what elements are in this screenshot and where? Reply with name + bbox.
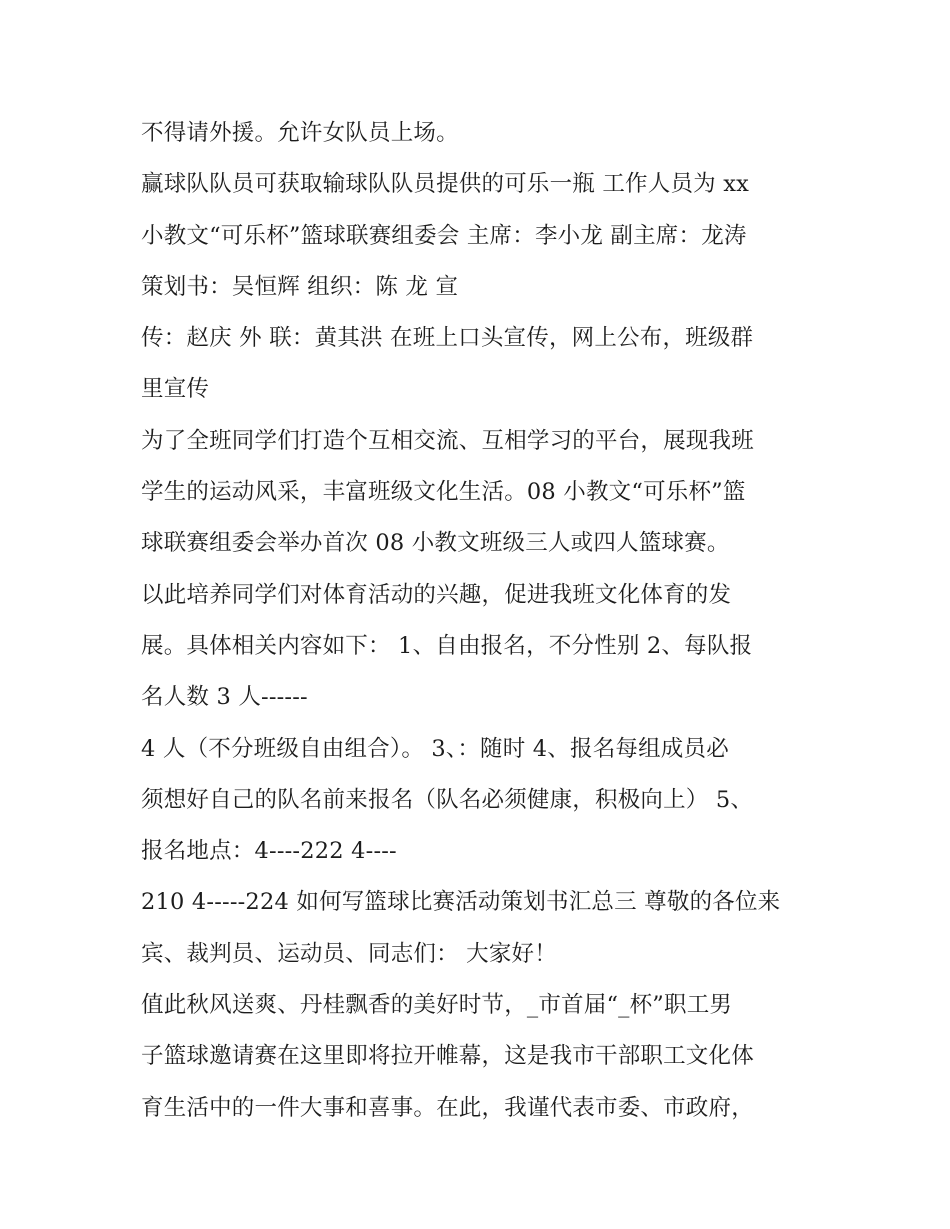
document-body [141, 108, 821, 1134]
text-line: 宾、裁判员、运动员、同志们： 大家好！ [141, 940, 557, 967]
text-line: 4 人（不分班级自由组合）。 3、：随时 4、报名每组成员必 [141, 735, 729, 762]
text-line: 值此秋风送爽、丹桂飘香的美好时节，_市首届“_杯”职工男 [141, 992, 733, 1019]
text-line: 为了全班同学们打造个互相交流、互相学习的平台，展现我班 [141, 427, 754, 454]
text-line: 210 4-----224 如何写篮球比赛活动策划书汇总三 尊敬的各位来 [141, 889, 781, 916]
text-line: 不得请外援。允许女队员上场。 [141, 120, 459, 146]
text-line: 报名地点：4----222 4---- [141, 838, 397, 865]
text-line: 传：赵庆 外 联：黄其洪 在班上口头宣传，网上公布，班级群 [141, 325, 754, 352]
text-line: 子篮球邀请赛在这里即将拉开帷幕，这是我市干部职工文化体 [141, 1043, 754, 1070]
text-line: 小教文“可乐杯”篮球联赛组委会 主席：李小龙 副主席：龙涛 [141, 222, 747, 249]
text-line: 展。具体相关内容如下： 1、自由报名，不分性别 2、每队报 [141, 632, 753, 659]
text-line: 赢球队队员可获取输球队队员提供的可乐一瓶 工作人员为 xx [141, 171, 749, 198]
text-line: 策划书：吴恒辉 组织：陈 龙 宣 [141, 273, 459, 300]
text-line: 球联赛组委会举办首次 08 小教文班级三人或四人篮球赛。 [141, 530, 730, 557]
text-line: 须想好自己的队名前来报名（队名必须健康，积极向上） 5、 [141, 786, 754, 813]
text-line: 以此培养同学们对体育活动的兴趣，促进我班文化体育的发 [141, 581, 732, 608]
text-line: 学生的运动风采，丰富班级文化生活。08 小教文“可乐杯”篮 [141, 479, 746, 506]
text-line: 里宣传 [141, 376, 210, 403]
text-line: 育生活中的一件大事和喜事。在此，我谨代表市委、市政府， [141, 1094, 754, 1121]
text-line: 名人数 3 人------ [141, 684, 308, 711]
